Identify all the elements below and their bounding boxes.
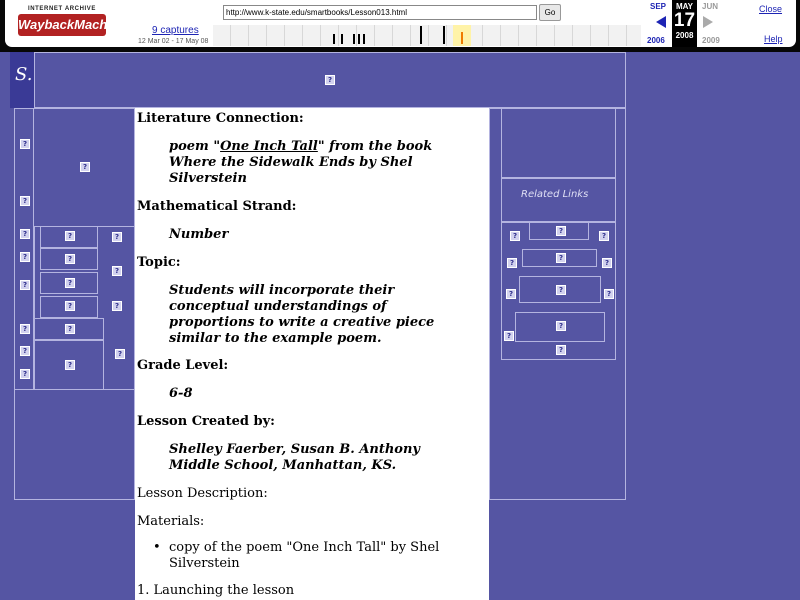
topic-heading: Topic: xyxy=(137,255,181,270)
literature-line xyxy=(169,139,432,155)
timeline-tick[interactable] xyxy=(363,34,365,44)
strand-heading: Mathematical Strand: xyxy=(137,199,297,214)
nav-image-icon[interactable]: ? xyxy=(65,231,75,241)
literature-author-line: Silverstein xyxy=(169,171,247,186)
timeline-tick[interactable] xyxy=(333,34,335,44)
topic-line: conceptual understandings of xyxy=(169,299,387,314)
wayback-logo-main: WaybackMachine xyxy=(18,14,106,36)
nav-image-icon[interactable]: ? xyxy=(20,369,30,379)
material-item xyxy=(169,540,439,572)
timeline-tick[interactable] xyxy=(358,34,360,44)
related-link-icon[interactable]: ? xyxy=(556,253,566,263)
related-link-icon[interactable]: ? xyxy=(556,345,566,355)
nav-image-icon[interactable]: ? xyxy=(65,278,75,288)
step-heading: 1. Launching the lesson xyxy=(137,583,295,598)
related-link-icon[interactable]: ? xyxy=(556,321,566,331)
right-panel-top xyxy=(501,108,616,178)
nav-image-icon[interactable]: ? xyxy=(112,301,122,311)
nav-image-icon[interactable]: ? xyxy=(20,196,30,206)
material-item-line: Silverstein xyxy=(169,556,240,571)
nav-image-icon[interactable]: ? xyxy=(115,349,125,359)
poem-title-link[interactable]: One Inch Tall xyxy=(220,139,318,154)
related-link-icon[interactable]: ? xyxy=(602,258,612,268)
related-link-icon[interactable]: ? xyxy=(556,285,566,295)
nav-image-icon[interactable]: ? xyxy=(20,280,30,290)
timeline-current-mark xyxy=(461,32,463,44)
timeline-tick[interactable] xyxy=(420,26,422,44)
literature-suffix: " from the book xyxy=(317,139,433,154)
timeline-tick[interactable] xyxy=(443,26,445,44)
related-link-icon[interactable]: ? xyxy=(556,226,566,236)
current-day: 17 xyxy=(673,10,696,31)
nav-image-icon[interactable]: ? xyxy=(112,232,122,242)
current-date xyxy=(672,0,697,47)
related-link-icon[interactable]: ? xyxy=(507,258,517,268)
literature-prefix: poem " xyxy=(169,139,221,154)
related-link-icon[interactable]: ? xyxy=(510,231,520,241)
next-year-label: 2009 xyxy=(702,36,720,45)
grade-heading: Grade Level: xyxy=(137,358,229,373)
lesson-content xyxy=(135,108,489,600)
site-logo[interactable] xyxy=(10,52,34,108)
created-heading: Lesson Created by: xyxy=(137,414,275,429)
literature-heading: Literature Connection: xyxy=(137,111,304,126)
related-link-icon[interactable]: ? xyxy=(504,331,514,341)
wayback-logo-top: INTERNET ARCHIVE xyxy=(27,6,97,12)
broken-image-icon: ? xyxy=(325,75,335,85)
capture-date-range: 12 Mar 02 - 17 May 08 xyxy=(138,38,209,45)
url-input[interactable]: http://www.k-state.edu/smartbooks/Lesson013.html xyxy=(223,5,537,20)
next-month-label: JUN xyxy=(702,2,719,11)
related-link-icon[interactable]: ? xyxy=(599,231,609,241)
site-logo-letter: S. xyxy=(15,64,33,85)
month-navigator xyxy=(645,0,725,47)
prev-arrow-icon[interactable] xyxy=(656,16,666,28)
nav-image-icon[interactable]: ? xyxy=(65,301,75,311)
nav-image-icon[interactable]: ? xyxy=(20,346,30,356)
help-link[interactable]: Help xyxy=(764,34,783,44)
captures-link[interactable]: 9 captures xyxy=(152,25,199,36)
topic-line: similar to the example poem. xyxy=(169,331,382,346)
nav-image-icon[interactable]: ? xyxy=(112,266,122,276)
related-links-box xyxy=(501,178,616,222)
related-links-heading: Related Links xyxy=(521,189,589,200)
bullet-icon: • xyxy=(153,540,161,555)
nav-image-icon[interactable]: ? xyxy=(65,324,75,334)
capture-timeline[interactable] xyxy=(213,25,641,46)
nav-image-icon[interactable]: ? xyxy=(65,360,75,370)
created-line: Middle School, Manhattan, KS. xyxy=(169,458,397,473)
nav-image-icon[interactable]: ? xyxy=(65,254,75,264)
literature-book-line: Where the Sidewalk Ends by Shel xyxy=(169,155,413,170)
timeline-current-highlight[interactable] xyxy=(453,25,471,46)
wayback-toolbar-panel xyxy=(5,0,796,47)
material-item-line: copy of the poem "One Inch Tall" by Shel xyxy=(169,540,440,555)
go-button[interactable]: Go xyxy=(539,4,561,21)
grade-value: 6-8 xyxy=(169,386,193,401)
timeline-tick[interactable] xyxy=(341,34,343,44)
created-line: Shelley Faerber, Susan B. Anthony xyxy=(169,442,420,457)
nav-image-icon[interactable]: ? xyxy=(80,162,90,172)
current-month: MAY xyxy=(675,2,694,11)
related-link-icon[interactable]: ? xyxy=(604,289,614,299)
related-link-icon[interactable]: ? xyxy=(506,289,516,299)
wayback-toolbar xyxy=(0,0,800,52)
wayback-logo[interactable] xyxy=(18,6,127,38)
current-year: 2008 xyxy=(675,31,694,40)
nav-image-icon[interactable]: ? xyxy=(20,252,30,262)
timeline-tick[interactable] xyxy=(353,34,355,44)
next-arrow-icon xyxy=(703,16,713,28)
topic-line: Students will incorporate their xyxy=(169,283,395,298)
prev-month-link[interactable]: SEP xyxy=(650,2,667,11)
topic-line: proportions to write a creative piece xyxy=(169,315,435,330)
close-link[interactable]: Close xyxy=(759,4,783,14)
strand-value: Number xyxy=(169,227,229,242)
prev-year-link[interactable]: 2006 xyxy=(647,36,665,45)
description-label: Lesson Description: xyxy=(137,486,268,501)
nav-image-icon[interactable]: ? xyxy=(20,324,30,334)
nav-image-icon[interactable]: ? xyxy=(20,229,30,239)
materials-label: Materials: xyxy=(137,514,205,529)
nav-image-icon[interactable]: ? xyxy=(20,139,30,149)
